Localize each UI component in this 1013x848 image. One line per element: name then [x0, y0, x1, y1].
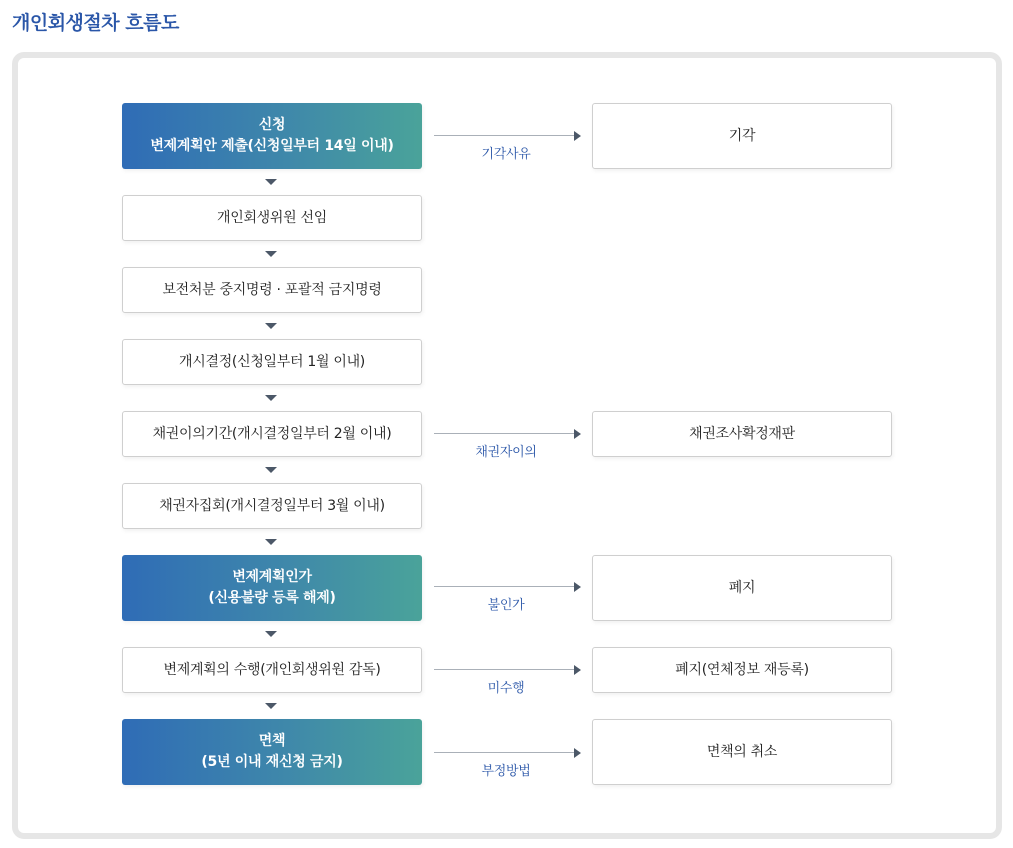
down-arrow-icon [265, 539, 277, 545]
down-arrow-icon [265, 467, 277, 473]
down-arrow-icon [265, 179, 277, 185]
outcome-abolition-reregistration [592, 647, 892, 693]
down-arrow-icon [265, 703, 277, 709]
step-commencement-decision [122, 339, 422, 385]
step-plan-approval [122, 555, 422, 621]
branch-label-dismissal-reason: 기각사유 [481, 147, 531, 162]
down-arrow-icon [265, 323, 277, 329]
step-plan-execution-label: 변제계획의 수행(개인회생위원 감독) [163, 661, 381, 678]
branch-label-non-approval: 불인가 [487, 598, 525, 613]
branch-label-non-performance: 미수행 [487, 681, 525, 696]
outcome-dismissal [592, 103, 892, 169]
right-arrow-icon [574, 665, 581, 675]
page-title: 개인회생절차 흐름도 [12, 12, 179, 34]
down-arrow-icon [265, 395, 277, 401]
outcome-claim-assessment-trial [592, 411, 892, 457]
step-preservation-order-label: 보전처분 중지명령 · 포괄적 금지명령 [162, 281, 382, 298]
branch-connector [434, 433, 574, 434]
step-commissioner-appointment [122, 195, 422, 241]
step-plan-approval-title: 변제계획인가 [232, 569, 312, 585]
step-objection-period [122, 411, 422, 457]
step-objection-period-label: 채권이의기간(개시결정일부터 2월 이내) [152, 425, 392, 442]
step-application-detail: 변제계획안 제출(신청일부터 14일 이내) [150, 138, 394, 154]
right-arrow-icon [574, 131, 581, 141]
branch-connector [434, 135, 574, 136]
outcome-abolition [592, 555, 892, 621]
outcome-discharge-revocation [592, 719, 892, 785]
branch-connector [434, 752, 574, 753]
step-commissioner-appointment-label: 개인회생위원 선임 [217, 209, 327, 226]
outcome-abolition-reregistration-label: 폐지(연체정보 재등록) [675, 661, 809, 678]
branch-connector [434, 669, 574, 670]
step-plan-approval-detail: (신용불량 등록 해제) [208, 590, 336, 606]
step-discharge-detail: (5년 이내 재신청 금지) [201, 754, 343, 770]
right-arrow-icon [574, 582, 581, 592]
step-application-title: 신청 [258, 117, 286, 133]
down-arrow-icon [265, 251, 277, 257]
right-arrow-icon [574, 429, 581, 439]
outcome-discharge-revocation-label: 면책의 취소 [706, 743, 778, 760]
branch-label-fraudulent-means: 부정방법 [481, 764, 531, 779]
step-discharge-title: 면책 [258, 733, 286, 749]
step-application [122, 103, 422, 169]
branch-label-creditor-objection: 채권자이의 [475, 445, 537, 460]
outcome-abolition-label: 폐지 [728, 579, 756, 596]
step-creditors-meeting-label: 채권자집회(개시결정일부터 3월 이내) [159, 497, 385, 514]
outcome-claim-assessment-trial-label: 채권조사확정재판 [689, 425, 795, 442]
step-creditors-meeting [122, 483, 422, 529]
step-plan-execution [122, 647, 422, 693]
branch-connector [434, 586, 574, 587]
down-arrow-icon [265, 631, 277, 637]
step-preservation-order [122, 267, 422, 313]
right-arrow-icon [574, 748, 581, 758]
step-commencement-decision-label: 개시결정(신청일부터 1월 이내) [179, 353, 365, 370]
step-discharge [122, 719, 422, 785]
outcome-dismissal-label: 기각 [728, 127, 756, 144]
